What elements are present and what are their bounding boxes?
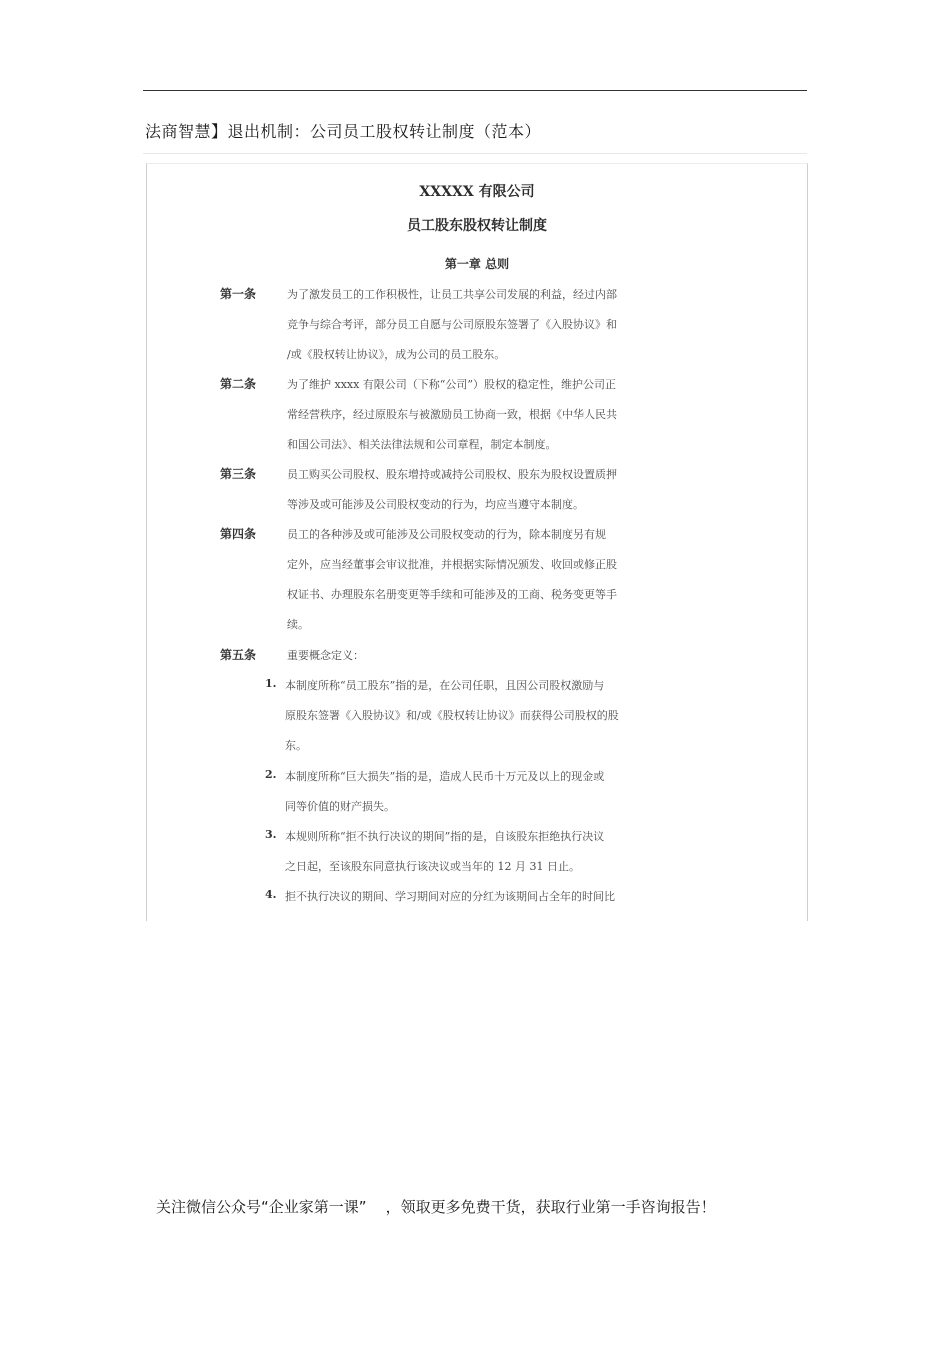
definition-number: 2. [265, 768, 277, 781]
article-line: 权证书、办理股东名册变更等手续和可能涉及的工商、税务变更等手 [287, 588, 617, 601]
article-line: 常经营秩序，经过原股东与被激励员工协商一致，根据《中华人民共 [287, 408, 617, 421]
article-label: 第五条 [220, 648, 257, 662]
document-company-name: XXXXX 有限公司 [419, 184, 535, 200]
definition-line: 之日起，至该股东同意执行该决议或当年的 12 月 31 日止。 [285, 860, 580, 873]
definition-number: 4. [265, 888, 277, 901]
definition-line: 本制度所称“员工股东”指的是，在公司任职，且因公司股权激励与 [285, 679, 605, 692]
chapter-heading: 第一章 总则 [444, 257, 510, 271]
document-title: 员工股东股权转让制度 [407, 218, 547, 234]
article-label: 第二条 [220, 377, 257, 391]
article-line: 定外，应当经董事会审议批准，并根据实际情况颁发、收回或修正股 [287, 558, 617, 571]
page-title: 法商智慧】退出机制：公司员工股权转让制度（范本） [145, 122, 542, 141]
article-line: 员工的各种涉及或可能涉及公司股权变动的行为，除本制度另有规 [287, 528, 606, 541]
definition-line: 同等价值的财产损失。 [285, 800, 395, 813]
article-line: 为了维护 xxxx 有限公司（下称“公司”）股权的稳定性，维护公司正 [287, 378, 617, 391]
title-divider [143, 153, 807, 154]
top-divider [143, 90, 807, 91]
definition-number: 1. [265, 677, 277, 690]
article-line: 员工购买公司股权、股东增持或减持公司股权、股东为股权设置质押 [287, 468, 617, 481]
definition-line: 本制度所称“巨大损失”指的是，造成人民币十万元及以上的现金或 [285, 770, 605, 783]
article-label: 第四条 [220, 527, 257, 541]
article-label: 第一条 [220, 287, 257, 301]
article-line: 等涉及或可能涉及公司股权变动的行为，均应当遵守本制度。 [287, 498, 584, 511]
footer-promo-text: 关注微信公众号“企业家第一课” ，领取更多免费干货，获取行业第一手咨询报告！ [156, 1198, 716, 1216]
definition-line: 拒不执行决议的期间、学习期间对应的分红为该期间占全年的时间比 [285, 890, 615, 903]
definition-line: 原股东签署《入股协议》和/或《股权转让协议》而获得公司股权的股 [285, 709, 619, 722]
article-label: 第三条 [220, 467, 257, 481]
definition-line: 本规则所称“拒不执行决议的期间”指的是，自该股东拒绝执行决议 [285, 830, 605, 843]
definition-number: 3. [265, 828, 277, 841]
article-line: 竞争与综合考评，部分员工自愿与公司原股东签署了《入股协议》和 [287, 318, 617, 331]
article-line: 重要概念定义： [287, 649, 364, 662]
document-scan [146, 163, 808, 921]
definition-line: 东。 [285, 739, 307, 752]
article-line: 为了激发员工的工作积极性，让员工共享公司发展的利益，经过内部 [287, 288, 617, 301]
article-line: 续。 [287, 618, 309, 631]
article-line: 和国公司法》、相关法律法规和公司章程，制定本制度。 [287, 438, 557, 451]
article-line: /或《股权转让协议》，成为公司的员工股东。 [287, 348, 506, 361]
